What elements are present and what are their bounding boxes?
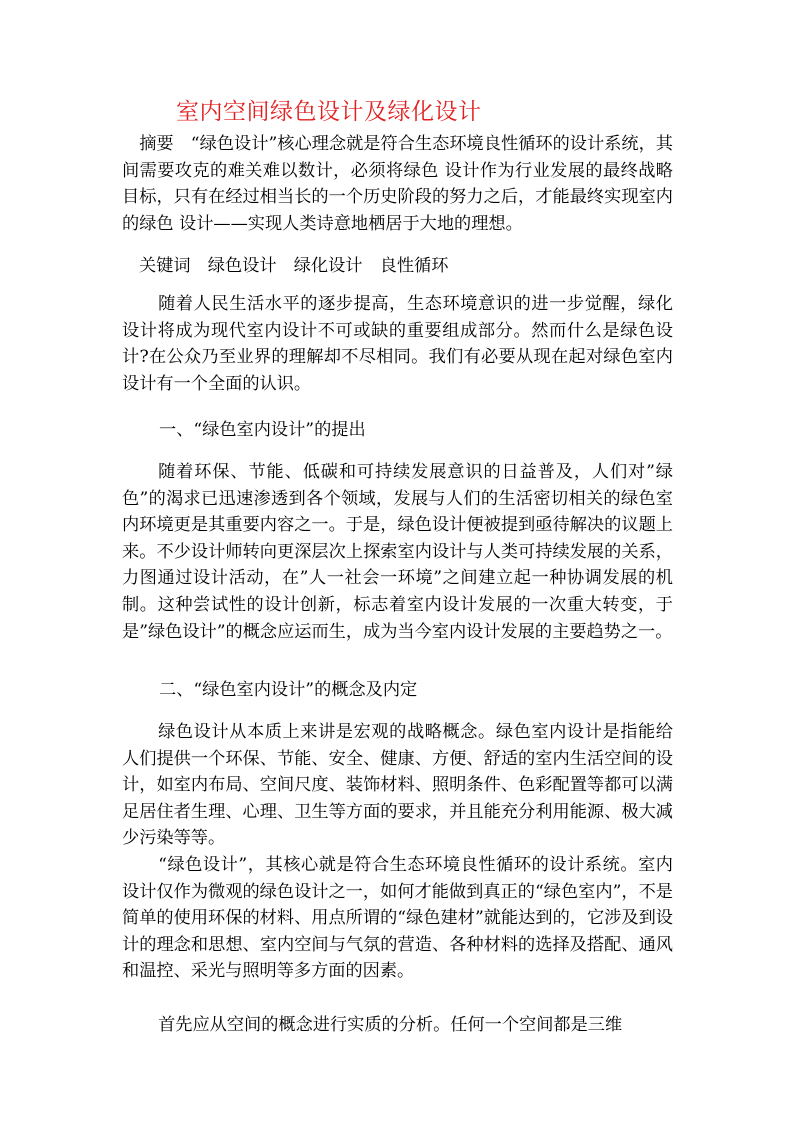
intro-paragraph: 随着人民生活水平的逐步提高，生态环境意识的进一步觉醒，绿化设计将成为现代室内设计不可或缺的重要组成部分。然而什么是绿色设计?在公众乃至业界的理解却不尽相同。我们有必要从现在起对绿色室内设计有一个全面的认识。: [122, 294, 673, 394]
section1-heading: 一、“绿色室内设计”的提出: [159, 420, 366, 440]
section2-heading: 二、“绿色室内设计”的概念及内定: [159, 680, 418, 700]
section2-paragraph-2: “绿色设计”，其核心就是符合生态环境良性循环的设计系统。室内设计仅作为微观的绿色设计之一，如何才能做到真正的“绿色室内”，不是简单的使用环保的材料、用点所谓的“绿色建材”就能达到的，它涉及到设计的理念和思想、室内空间与气氛的营造、各种材料的选择及搭配、通风和温控、采光与照明等多方面的因素。: [122, 855, 673, 982]
section2-paragraph-1: 绿色设计从本质上来讲是宏观的战略概念。绿色室内设计是指能给人们提供一个环保、节能、安全、健康、方便、舒适的室内生活空间的设计，如室内布局、空间尺度、装饰材料、照明条件、色彩配置等都可以满足居住者生理、心理、卫生等方面的要求，并且能充分利用能源、极大减少污染等等。: [122, 722, 673, 849]
document-title: 室内空间绿色设计及绿化设计: [176, 99, 482, 125]
keywords-line: 关键词 绿色设计 绿化设计 良性循环: [139, 256, 449, 276]
section1-paragraph: 随着环保、节能、低碳和可持续发展意识的日益普及，人们对”绿色”的渴求已迅速渗透到各个领域，发展与人们的生活密切相关的绿色室内环境更是其重要内容之一。于是，绿色设计便被提到亟待解决的议题上来。不少设计师转向更深层次上探索室内设计与人类可持续发展的关系，力图通过设计活动，在”人一社会一环境”之间建立起一种协调发展的机制。这种尝试性的设计创新，标志着室内设计发展的一次重大转变，于是”绿色设计”的概念应运而生，成为当今室内设计发展的主要趋势之一。: [122, 462, 673, 642]
section2-paragraph-3: 首先应从空间的概念进行实质的分析。任何一个空间都是三维: [158, 1015, 623, 1035]
abstract-paragraph: 摘要 “绿色设计”核心理念就是符合生态环境良性循环的设计系统，其间需要攻克的难关难以数计，必须将绿色 设计作为行业发展的最终战略目标，只有在经过相当长的一个历史阶段的努力之后，才能最终实现室内的绿色 设计——实现人类诗意地栖居于大地的理想。: [122, 134, 673, 234]
